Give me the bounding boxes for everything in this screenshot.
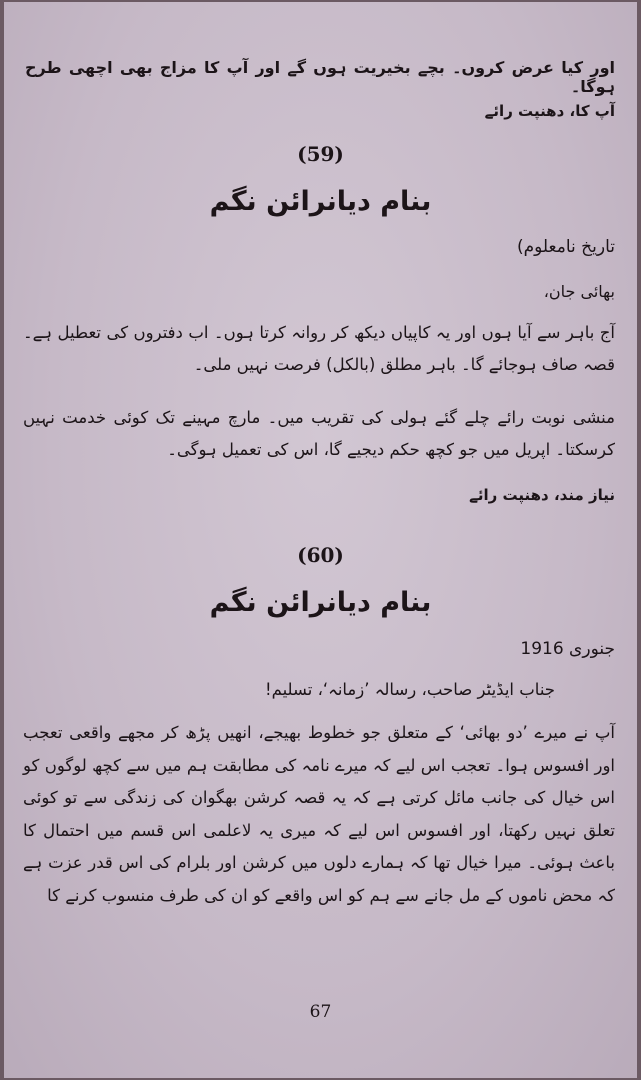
letter58-closing-line: اور کیا عرض کروں۔ بچے بخیریت ہوں گے اور آپ کا مزاج بھی اچھی طرح ہوگا۔	[25, 58, 615, 96]
book-page	[4, 2, 637, 1078]
letter59-number: (59)	[297, 142, 344, 166]
letter60-number: (60)	[297, 543, 344, 567]
letter60-heading: بنام دیانرائن نگم	[209, 587, 432, 618]
letter60-paragraph-1: آپ نے میرے ’دو بھائی‘ کے متعلق جو خطوط بھیجے، انھیں پڑھ کر مجھے واقعی تعجب اور افسوس ہوا۔ تعجب اس لیے کہ میرے نامہ کی مطابقت ہم میں سے کچھ لوگوں کو اس خیال کی جانب مائل کرتی ہے کہ یہ قصہ کرشن بھگوان کی زندگی سے تو کوئی تعلق نہیں رکھتا، اور افسوس اس لیے کہ میری یہ لاعلمی اس قسم میں احتمال کا باعث ہوئی۔ میرا خیال تھا کہ ہمارے دلوں میں کرشن اور بلرام کی اس قدر عزت ہے کہ محض ناموں کے مل جانے سے ہم کو اس واقعے کو ان کی طرف منسوب کرنے کا	[23, 723, 615, 905]
letter59-paragraph-1: آج باہر سے آیا ہوں اور یہ کاپیاں دیکھ کر روانہ کرتا ہوں۔ اب دفتروں کی تعطیل ہے۔ قصہ صاف ہوجائے گا۔ باہر مطلق (بالکل) فرصت نہیں ملی۔	[23, 323, 615, 374]
letter58-signature: آپ کا، دھنپت رائے	[484, 102, 615, 120]
letter60-salutation: جناب ایڈیٹر صاحب، رسالہ ’زمانہ‘، تسلیم!	[264, 680, 555, 699]
letter59-date: تاریخ نامعلوم)	[516, 237, 615, 257]
letter59-salutation: بھائی جان،	[543, 282, 615, 301]
letter60-date: جنوری 1916	[520, 639, 615, 659]
page-number: 67	[309, 1002, 332, 1022]
letter59-paragraph-2: منشی نوبت رائے چلے گئے ہولی کی تقریب میں۔ مارچ مہینے تک کوئی خدمت نہیں کرسکتا۔ اپریل میں جو کچھ حکم دیجیے گا، اس کی تعمیل ہوگی۔	[23, 408, 615, 459]
letter59-signature: نیاز مند، دھنپت رائے	[469, 486, 615, 504]
letter59-heading: بنام دیانرائن نگم	[209, 186, 432, 217]
